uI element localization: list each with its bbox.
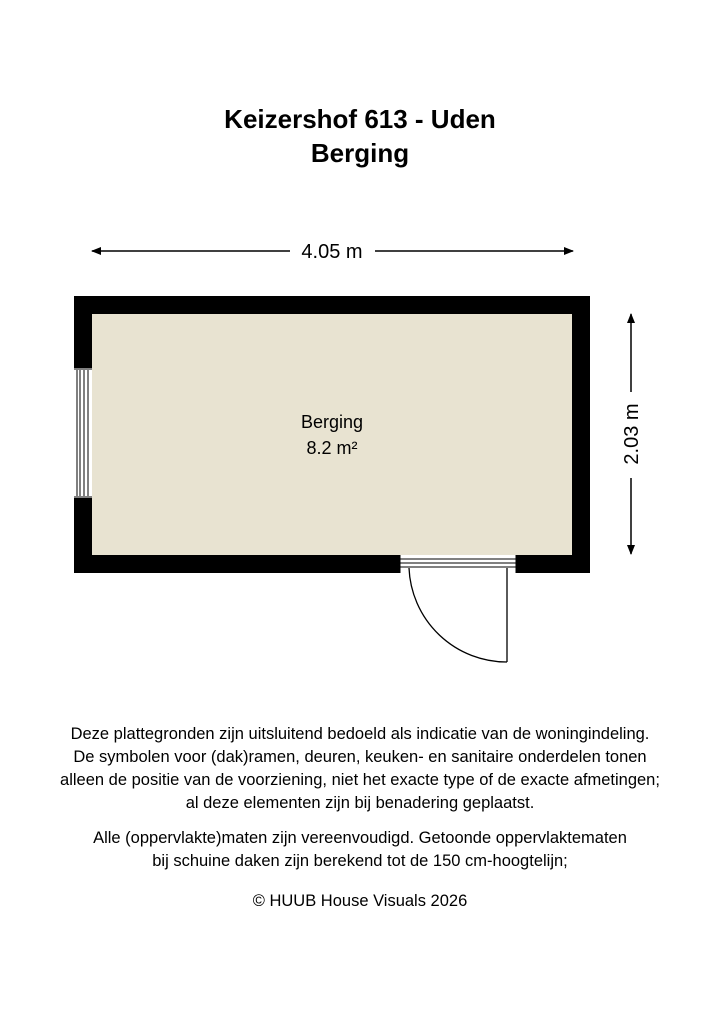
disclaimer-line: alleen de positie van de voorziening, niet het exacte type of de exacte afmetingen; [60, 771, 660, 789]
door-opening [400, 555, 516, 573]
walls [74, 296, 590, 573]
disclaimer-line: Alle (oppervlakte)maten zijn vereenvoudigd. Getoonde oppervlaktematen [93, 829, 627, 847]
disclaimer-line: De symbolen voor (dak)ramen, deuren, keuken- en sanitaire onderdelen tonen [73, 748, 647, 766]
width-label: 4.05 m [301, 241, 363, 263]
depth-label: 2.03 m [621, 403, 643, 465]
room-area: 8.2 m² [306, 438, 358, 458]
disclaimer-block-1 [0, 723, 720, 815]
door [400, 555, 516, 662]
window [74, 368, 92, 498]
disclaimer-line: Deze plattegronden zijn uitsluitend bedoeld als indicatie van de woningindeling. [70, 725, 650, 743]
width-dimension [92, 241, 573, 263]
depth-dimension [621, 314, 643, 554]
plan-title: Keizershof 613 - Uden [224, 104, 496, 134]
room-floor [92, 314, 572, 555]
disclaimer-line: al deze elementen zijn bij benadering geplaatst. [185, 794, 535, 812]
copyright: © HUUB House Visuals 2026 [252, 892, 468, 910]
floor-title: Berging [310, 138, 410, 168]
room-name: Berging [300, 412, 364, 432]
disclaimer-block-2 [0, 827, 720, 873]
door-swing-arc [409, 568, 507, 662]
disclaimer-line: bij schuine daken zijn berekend tot de 150 cm-hoogtelijn; [152, 852, 568, 870]
